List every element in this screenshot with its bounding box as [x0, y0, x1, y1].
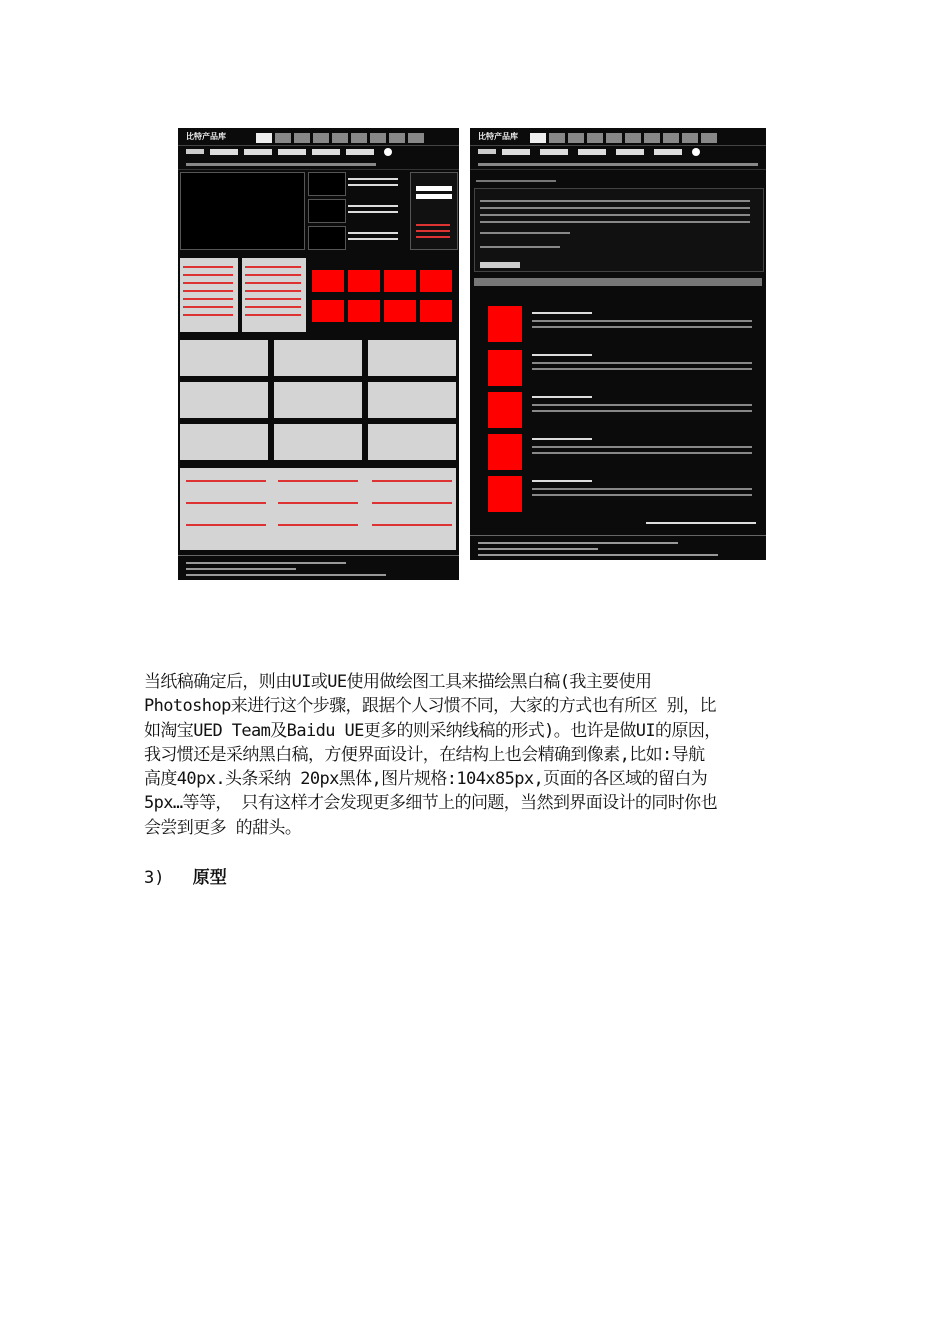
result-tabs: [474, 278, 762, 286]
section-heading: [144, 866, 227, 890]
wireframe-header: [470, 128, 766, 146]
paragraph-line: 5px…等等， 只有这样才会发现更多细节上的问题，当然到界面设计的同时你也: [144, 793, 717, 814]
wireframe-header: [178, 128, 459, 146]
wireframe-logo: 比特产品库: [478, 132, 518, 141]
thumb-placeholder: [308, 172, 346, 196]
login-box: [410, 172, 458, 250]
category-panel: [274, 382, 362, 418]
wireframe-logo: 比特产品库: [186, 132, 226, 141]
homepage-wireframe: [178, 128, 459, 580]
wireframe-footer: [470, 535, 766, 560]
wireframe-nav: [256, 133, 424, 143]
banner-placeholder: [180, 172, 305, 250]
paragraph-line: Photoshop来进行这个步骤，跟据个人习惯不同，大家的方式也有所区 别，比: [144, 696, 716, 717]
result-image: [488, 392, 522, 428]
category-panel: [368, 340, 456, 376]
thumb-placeholder: [308, 226, 346, 250]
product-image: [384, 270, 416, 292]
product-image: [312, 270, 344, 292]
product-list-wireframe: [470, 128, 766, 560]
paragraph-line: 会尝到更多 的甜头。: [144, 817, 302, 838]
product-image: [312, 300, 344, 322]
wireframe-search-bar: [470, 146, 766, 160]
wireframe-hot-links: [470, 160, 766, 170]
category-panel: [180, 340, 268, 376]
paragraph-line: 我习惯还是采纳黑白稿，方便界面设计，在结构上也会精确到像素,比如:导航: [144, 744, 705, 765]
paragraph-line: 高度40px.头条采纳 20px黑体,图片规格:104x85px,页面的各区域的留白为: [144, 769, 708, 790]
product-image: [420, 300, 452, 322]
category-panel: [368, 424, 456, 460]
result-image: [488, 434, 522, 470]
thumb-placeholder: [308, 199, 346, 223]
wireframe-search-bar: [178, 146, 459, 160]
product-image: [348, 270, 380, 292]
result-image: [488, 306, 522, 342]
result-image: [488, 350, 522, 386]
result-image: [488, 476, 522, 512]
product-image: [384, 300, 416, 322]
category-panel: [180, 424, 268, 460]
section-title: 原型: [192, 868, 227, 888]
category-panel: [180, 382, 268, 418]
wireframe-hot-links: [178, 160, 459, 170]
category-panel: [274, 340, 362, 376]
list-panel: [180, 258, 238, 332]
paragraph-line: 如淘宝UED Team及Baidu UE更多的则采纳线稿的形式)。也许是做UI的原因，: [144, 720, 721, 741]
wireframe-footer: [178, 555, 459, 580]
list-panel: [242, 258, 306, 332]
category-panel: [368, 382, 456, 418]
wireframe-figure: [178, 128, 770, 583]
category-panel: [274, 424, 362, 460]
wireframe-nav: [530, 133, 717, 143]
section-number: 3): [144, 868, 165, 888]
body-paragraph: [144, 670, 820, 840]
product-image: [348, 300, 380, 322]
product-image: [420, 270, 452, 292]
paragraph-line: 当纸稿确定后，则由UI或UE使用做绘图工具来描绘黑白稿(我主要使用: [144, 672, 652, 692]
